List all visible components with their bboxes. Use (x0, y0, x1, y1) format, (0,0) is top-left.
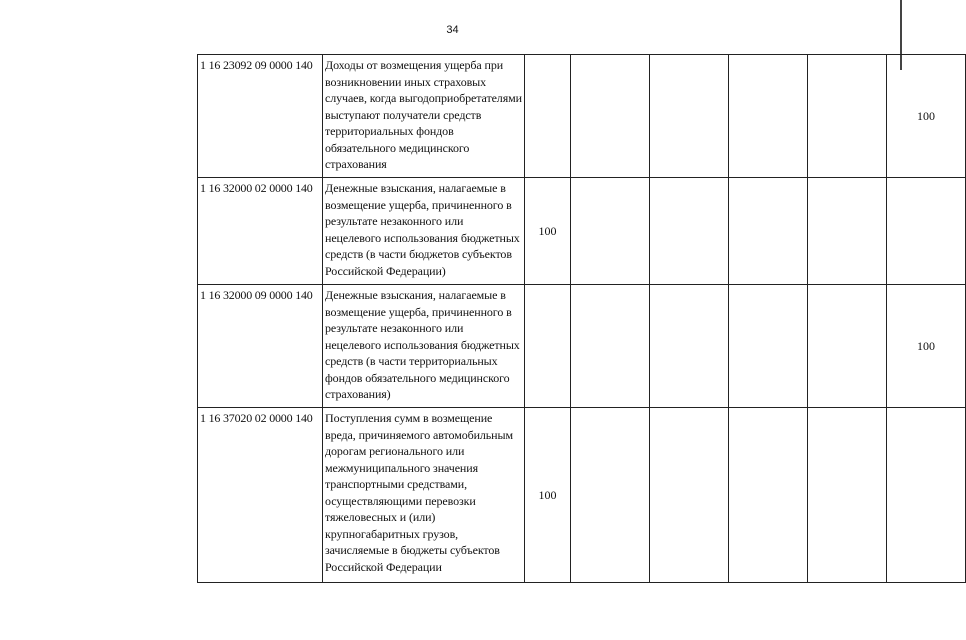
value-cell (571, 55, 650, 178)
value-cell (650, 408, 729, 583)
budget-code-cell: 1 16 32000 09 0000 140 (198, 285, 323, 408)
value-cell: 100 (525, 178, 571, 285)
value-cell (887, 408, 966, 583)
description-cell: Денежные взыскания, налагаемые в возмещение ущерба, причиненного в результате незаконного или нецелевого использования бюджетных средств (в части бюджетов субъектов Российской Федерации) (323, 178, 525, 285)
value-cell (808, 408, 887, 583)
value-cell (571, 408, 650, 583)
value-cell (808, 178, 887, 285)
description-cell: Доходы от возмещения ущерба при возникновении иных страховых случаев, когда выгодоприобретателями выступают получатели средств территориальных фондов обязательного медицинского страхования (323, 55, 525, 178)
table-row (198, 285, 966, 408)
value-cell (729, 408, 808, 583)
value-cell: 100 (525, 408, 571, 583)
value-cell (729, 178, 808, 285)
page-number: 34 (446, 24, 459, 36)
budget-code-cell: 1 16 37020 02 0000 140 (198, 408, 323, 583)
value-cell (525, 55, 571, 178)
description-cell: Денежные взыскания, налагаемые в возмещение ущерба, причиненного в результате незаконного или нецелевого использования бюджетных средств (в части территориальных фондов обязательного медицинского страхования) (323, 285, 525, 408)
value-cell (650, 178, 729, 285)
value-cell (808, 285, 887, 408)
value-cell (808, 55, 887, 178)
value-cell (729, 285, 808, 408)
value-cell (571, 178, 650, 285)
revenue-distribution-table (197, 54, 966, 583)
value-cell (571, 285, 650, 408)
table-row (198, 55, 966, 178)
budget-code-cell: 1 16 23092 09 0000 140 (198, 55, 323, 178)
value-cell (887, 178, 966, 285)
value-cell (650, 285, 729, 408)
budget-code-cell: 1 16 32000 02 0000 140 (198, 178, 323, 285)
value-cell: 100 (887, 55, 966, 178)
value-cell: 100 (887, 285, 966, 408)
table-row (198, 408, 966, 583)
description-cell: Поступления сумм в возмещение вреда, причиняемого автомобильным дорогам регионального или межмуниципального значения транспортными средствами, осуществляющими перевозки тяжеловесных и (или) крупногабаритных грузов, зачисляемые в бюджеты субъектов Российской Федерации (323, 408, 525, 583)
table-row (198, 178, 966, 285)
value-cell (525, 285, 571, 408)
value-cell (729, 55, 808, 178)
value-cell (650, 55, 729, 178)
